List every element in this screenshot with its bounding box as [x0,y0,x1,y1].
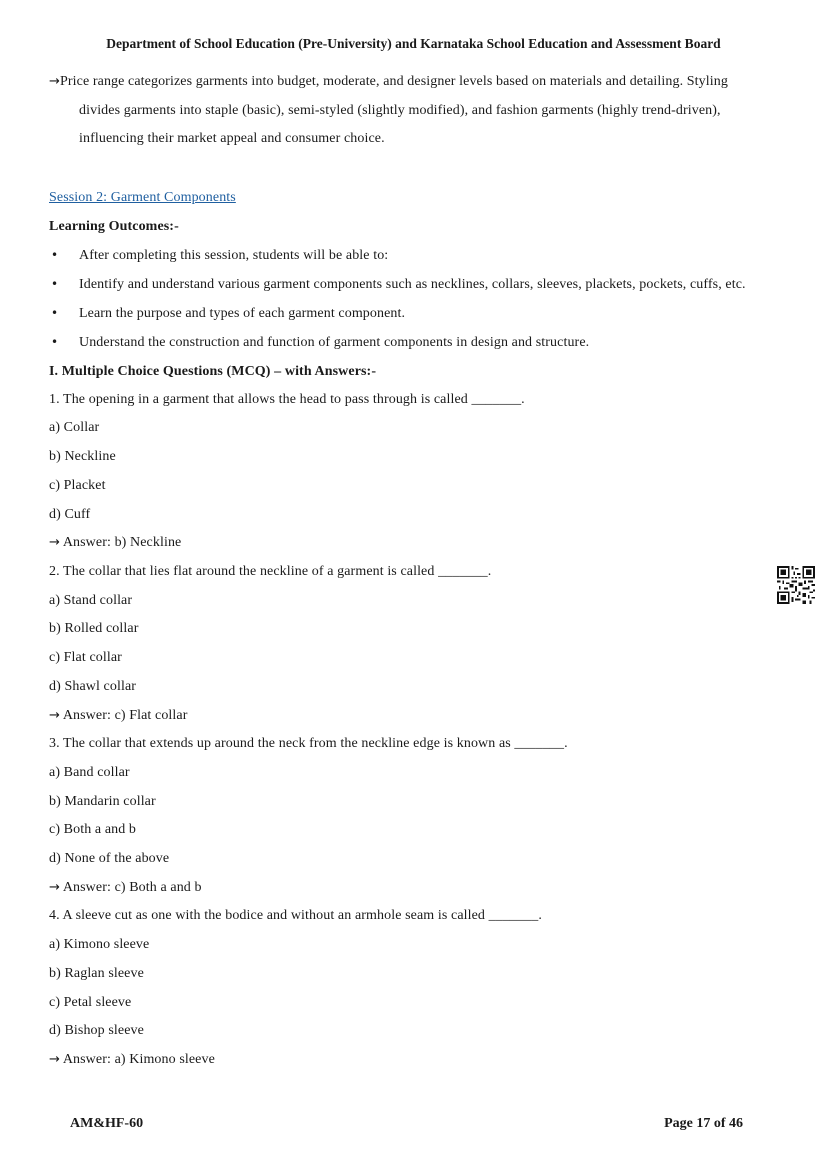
answer-line [49,874,749,903]
arrow-icon: → [49,1051,60,1067]
option: a) Kimono sleeve [49,937,150,953]
answer-line [49,1046,749,1075]
bullet-icon: • [51,334,59,349]
answer-text: Answer: a) Kimono sleeve [62,1051,215,1067]
list-item [49,299,749,328]
option: a) Collar [49,420,100,436]
question-text: 2. The collar that lies flat around the neckline of a garment is called _______. [49,564,492,579]
intro-paragraph [49,68,749,154]
intro-text: Price range categorizes garments into budget, moderate, and designer levels based on materials and detailing. Styling divides garments into staple (basic), semi-styled (slightly modified), and fashion garments (highly trend-driven), influencing their market appeal and consumer choice. [60,74,728,147]
question-text: 3. The collar that extends up around the neck from the neckline edge is known as _______. [49,736,568,752]
outcome-text: Learn the purpose and types of each garment component. [79,305,406,321]
answer-text: Answer: c) Both a and b [62,879,202,895]
option: b) Neckline [49,449,116,465]
list-item [49,270,749,299]
answer-text: Answer: c) Flat collar [62,707,188,723]
qr-code-icon[interactable] [777,566,815,604]
page-content [49,68,749,1075]
arrow-icon: → [49,74,60,89]
option: b) Mandarin collar [49,793,156,809]
option: c) Flat collar [49,650,122,666]
arrow-icon: → [49,535,60,551]
session-title-link[interactable]: Session 2: Garment Components [49,189,236,205]
option: b) Raglan sleeve [49,965,144,981]
question-text: 4. A sleeve cut as one with the bodice and without an armhole seam is called _______. [49,908,542,924]
option: a) Band collar [49,764,130,780]
option: d) Shawl collar [49,678,137,694]
bullet-icon: • [51,247,59,262]
learning-outcomes-list [49,241,749,357]
bullet-icon: • [51,305,59,320]
answer-line [49,529,749,558]
arrow-icon: → [49,707,60,723]
list-item [49,241,749,270]
question-text: 1. The opening in a garment that allows the head to pass through is called _______. [49,391,525,407]
outcome-text: After completing this session, students will be able to: [79,247,389,263]
learning-outcomes-heading: Learning Outcomes:- [49,218,179,234]
outcome-text: Understand the construction and function of garment components in design and structure. [79,334,590,350]
bullet-icon: • [51,276,59,291]
option: d) None of the above [49,851,170,867]
answer-text: Answer: b) Neckline [62,535,182,551]
outcome-text: Identify and understand various garment components such as necklines, collars, sleeves, plackets, pockets, cuffs, etc. [79,276,746,292]
footer-code: AM&HF-60 [70,1116,144,1131]
option: a) Stand collar [49,592,133,608]
option: d) Bishop sleeve [49,1023,144,1039]
answer-line [49,702,749,731]
page-header: Department of School Education (Pre-University) and Karnataka School Education and Assessment Board [106,36,721,51]
option: c) Both a and b [49,822,137,838]
option: c) Petal sleeve [49,994,132,1010]
list-item [49,328,749,357]
option: d) Cuff [49,506,91,522]
option: c) Placket [49,477,106,493]
arrow-icon: → [49,879,60,895]
option: b) Rolled collar [49,621,139,637]
mcq-heading: I. Multiple Choice Questions (MCQ) – with Answers:- [49,363,377,379]
page-number: Page 17 of 46 [664,1116,743,1131]
